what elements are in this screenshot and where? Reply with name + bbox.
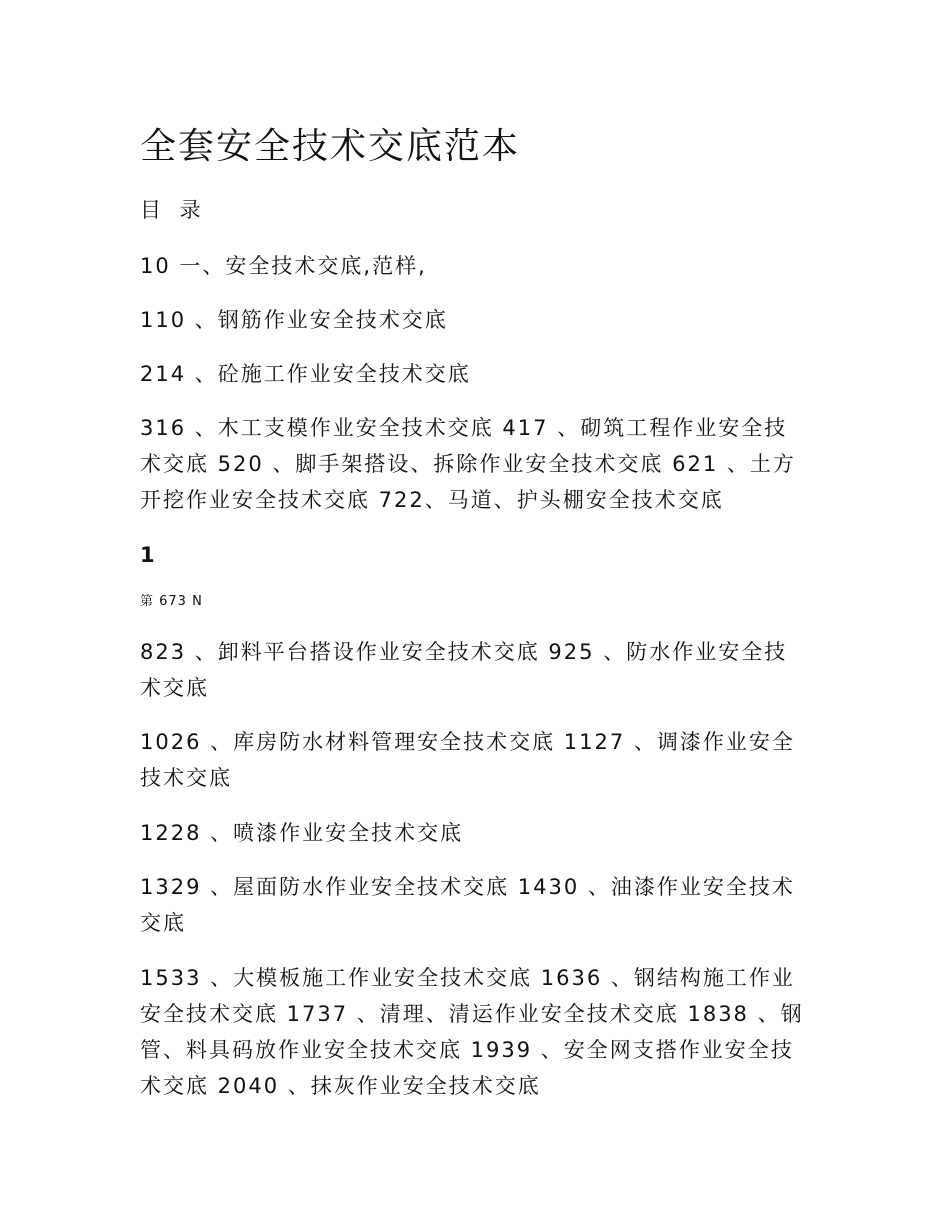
toc-entry: 1228 、喷漆作业安全技术交底 (140, 821, 464, 845)
toc-entry: 110 、钢筋作业安全技术交底 (140, 308, 448, 332)
toc-entry: 1329 、屋面防水作业安全技术交底 1430 、油漆作业安全技术交底 (140, 875, 795, 935)
toc-entry: 823 、卸料平台搭设作业安全技术交底 925 、防水作业安全技术交底 (140, 640, 788, 700)
toc-entry: 316 、木工支模作业安全技术交底 417 、砌筑工程作业安全技术交底 520 、脚手架搭设、拆除作业安全技术交底 621 、土方开挖作业安全技术交底 722、马道、护头棚安全技术交底 (140, 416, 796, 512)
page-marker: 第 673 N (140, 594, 203, 609)
toc-heading: 目 录 (140, 198, 207, 222)
page-number: 1 (140, 543, 155, 567)
toc-entry: 214 、砼施工作业安全技术交底 (140, 362, 471, 386)
toc-entry: 10 一、安全技术交底,范样, (140, 254, 427, 278)
document-title: 全套安全技术交底范本 (140, 126, 521, 167)
toc-entry: 1533 、大模板施工作业安全技术交底 1636 、钢结构施工作业安全技术交底 1737 、清理、清运作业安全技术交底 1838 、钢管、料具码放作业安全技术交底 1939 、安全网支搭作业安全技术交底 2040 、抹灰作业安全技术交底 (140, 966, 804, 1098)
toc-entry: 1026 、库房防水材料管理安全技术交底 1127 、调漆作业安全技术交底 (140, 730, 795, 790)
